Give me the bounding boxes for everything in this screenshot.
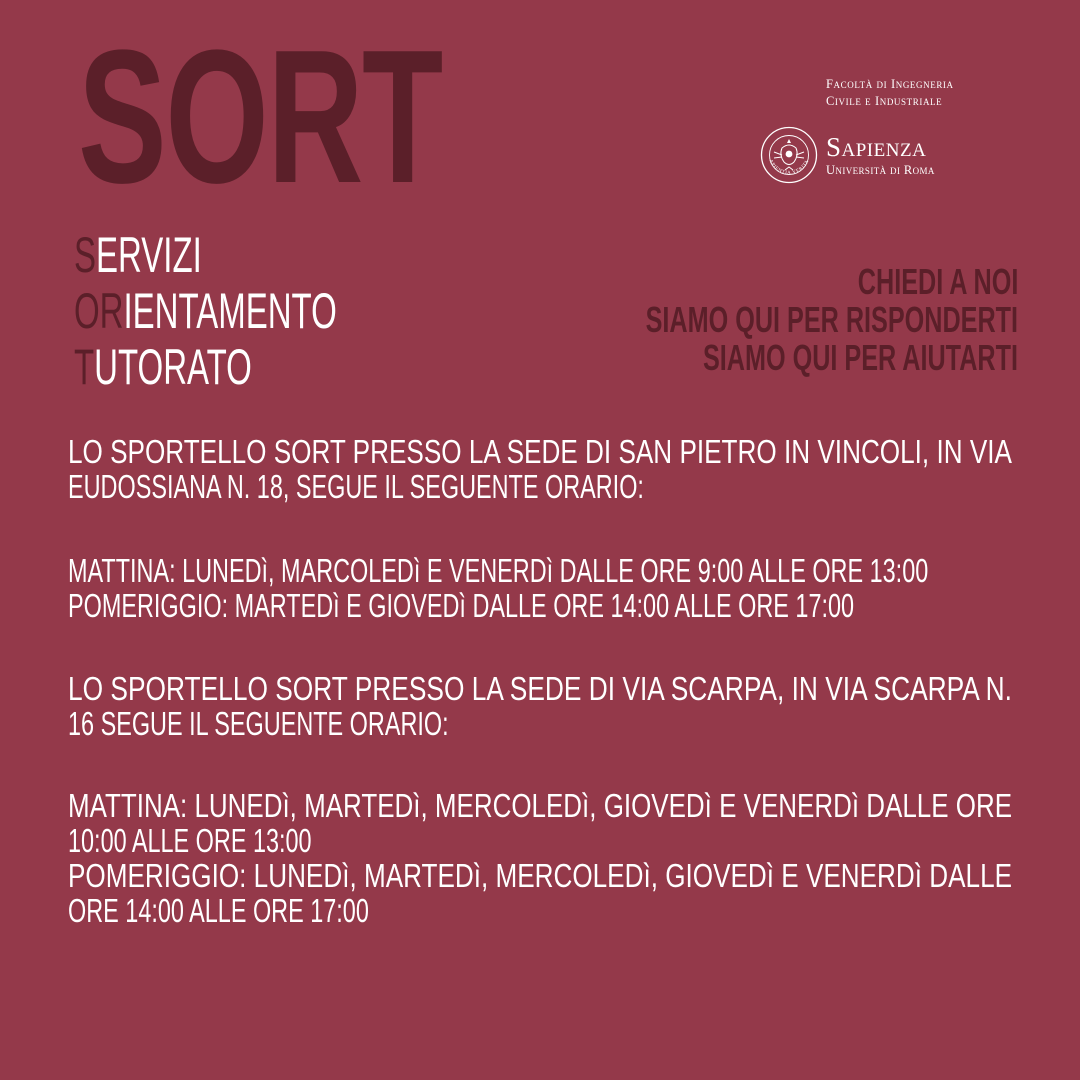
schedule-line-morning: MATTINA: LUNEDì, MARTEDì, MERCOLEDì, GIOVEDì E VENERDì DALLE ORE	[68, 787, 1013, 824]
paragraph-line: LO SPORTELLO SORT PRESSO LA SEDE DI SAN PIETRO IN VINCOLI, IN VIA	[68, 433, 1012, 470]
paragraph-line: EUDOSSIANA N. 18, SEGUE IL SEGUENTE ORARIO:	[68, 468, 644, 505]
tagline-line: CHIEDI A NOI	[857, 261, 1018, 302]
university-name: Sapienza	[826, 132, 927, 162]
schedule-line-morning-cont: 10:00 ALLE ORE 13:00	[68, 822, 312, 859]
tagline	[418, 263, 1018, 377]
info-paragraph-via-scarpa	[68, 671, 1012, 741]
acronym-rest: ERVIZI	[96, 227, 202, 283]
schedule-line-afternoon-cont: ORE 14:00 ALLE ORE 17:00	[68, 892, 369, 929]
tagline-line: SIAMO QUI PER AIUTARTI	[703, 337, 1018, 378]
acronym-highlight: S	[74, 227, 97, 283]
acronym-rest: IENTAMENTO	[123, 283, 337, 339]
seal-text: APIENTIA VERITA	[767, 159, 811, 177]
faculty-line: Facoltà di Ingegneria	[826, 77, 954, 91]
acronym-highlight: OR	[74, 283, 124, 339]
faculty-name	[826, 76, 954, 110]
schedule-via-scarpa	[68, 788, 1012, 928]
university-subtitle: Università di Roma	[826, 163, 935, 177]
acronym-rest: UTORATO	[94, 339, 252, 395]
svg-text:SAPIENTIA VERITAS	[760, 126, 811, 176]
schedule-line-afternoon: POMERIGGIO: LUNEDì, MARTEDì, MERCOLEDì, GIOVEDì E VENERDì DALLE	[68, 857, 1013, 894]
faculty-line: Civile e Industriale	[826, 94, 943, 108]
paragraph-line: LO SPORTELLO SORT PRESSO LA SEDE DI VIA SCARPA, IN VIA SCARPA N.	[68, 670, 1012, 707]
acronym-line-servizi	[74, 227, 202, 283]
page-title: SORT	[78, 11, 442, 223]
acronym-line-orientamento	[74, 283, 337, 339]
tagline-line: SIAMO QUI PER RISPONDERTI	[645, 299, 1018, 340]
acronym-line-tutorato	[74, 339, 252, 395]
sapienza-seal-icon	[760, 126, 818, 184]
schedule-san-pietro	[68, 553, 1012, 623]
acronym-highlight: T	[74, 339, 95, 395]
info-paragraph-san-pietro	[68, 434, 1012, 504]
paragraph-line: 16 SEGUE IL SEGUENTE ORARIO:	[68, 705, 449, 742]
schedule-line-morning: MATTINA: LUNEDì, MARCOLEDì E VENERDì DALLE ORE 9:00 ALLE ORE 13:00	[68, 552, 929, 589]
schedule-line-afternoon: POMERIGGIO: MARTEDì E GIOVEDì DALLE ORE 14:00 ALLE ORE 17:00	[68, 587, 855, 624]
